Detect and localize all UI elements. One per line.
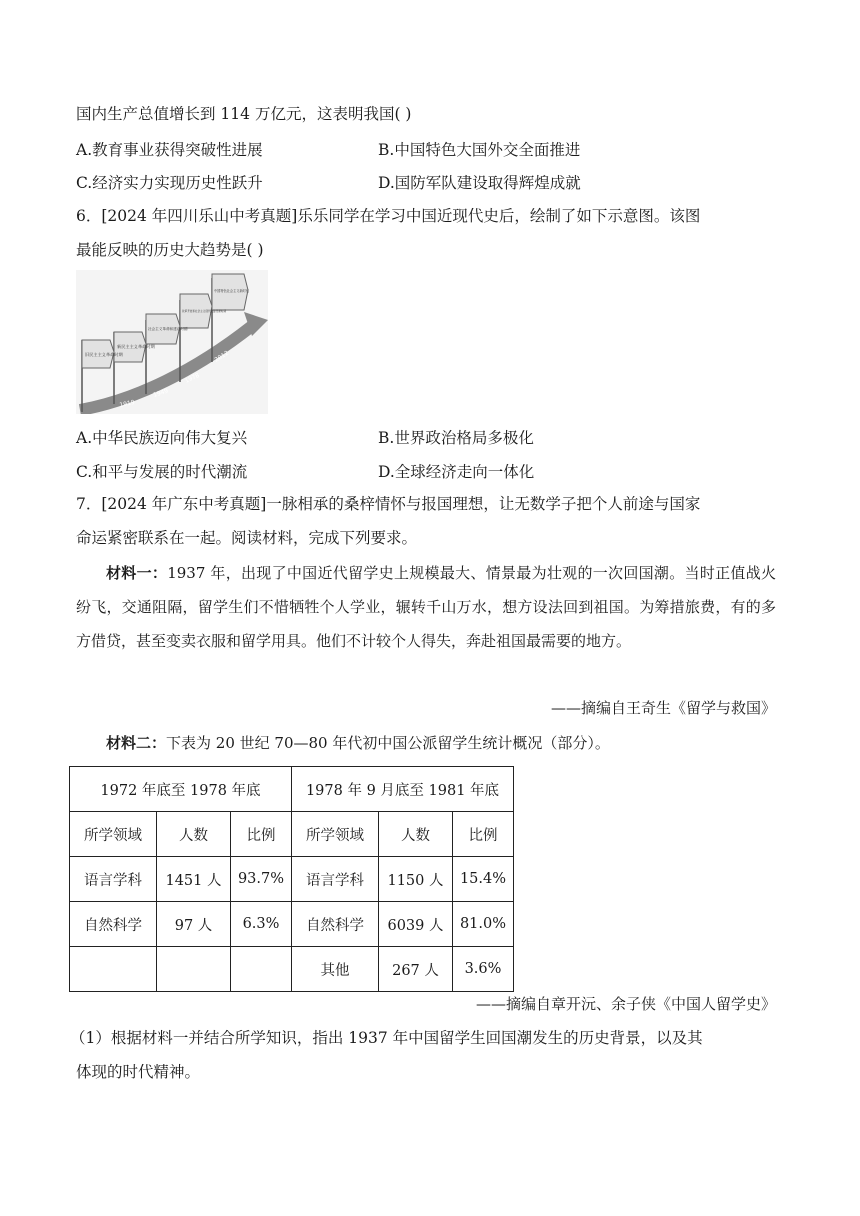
table-cell: 语言学科 <box>70 857 157 902</box>
table-cell <box>231 947 292 992</box>
table-cell <box>157 947 231 992</box>
q5-stem: 国内生产总值增长到 114 万亿元，这表明我国( ) <box>76 105 412 123</box>
table-row <box>70 857 514 902</box>
q7-sub1-line1: （1）根据材料一并结合所学知识，指出 1937 年中国留学生回国潮发生的历史背景，以及其 <box>70 1029 703 1047</box>
table-cell <box>70 947 157 992</box>
table-cell: 1150 人 <box>379 857 453 902</box>
table-cell: 3.6% <box>453 947 514 992</box>
table-row <box>70 767 514 812</box>
table-cell: 其他 <box>292 947 379 992</box>
table-cell: 267 人 <box>379 947 453 992</box>
q5-option-c[interactable]: C.经济实力实现历史性跃升 <box>76 174 263 192</box>
material-1-text: 1937 年，出现了中国近代留学史上规模最大、情景最为壮观的一次回国潮。当时正值战火纷飞，交通阻隔，留学生们不惜牺牲个人学业，辗转千山万水，想方设法回到祖国。为筹措旅费，有的多方借贷，甚至变卖衣服和留学用具。他们不计较个人得失，奔赴祖国最需要的地方。 <box>76 564 776 650</box>
table-row <box>70 902 514 947</box>
table-header-cell: 比例 <box>231 812 292 857</box>
history-stairs-diagram <box>76 270 268 414</box>
step-label-2: 新民主主义革命时期 <box>117 344 155 349</box>
material-2 <box>76 726 776 760</box>
table-cell: 93.7% <box>231 857 292 902</box>
material-2-label: 材料二： <box>106 734 167 752</box>
year-label-2: 1949 <box>152 387 170 399</box>
q7-sub1-line2: 体现的时代精神。 <box>76 1063 201 1081</box>
table-header-cell: 人数 <box>157 812 231 857</box>
table-header-cell: 人数 <box>379 812 453 857</box>
year-label-1: 1919 <box>118 398 136 409</box>
students-stats-table <box>69 766 514 992</box>
table-header-cell: 所学领域 <box>292 812 379 857</box>
material-1-source: ——摘编自王奇生《留学与救国》 <box>550 699 776 717</box>
table-header-cell: 比例 <box>453 812 514 857</box>
q6-option-d[interactable]: D.全球经济走向一体化 <box>378 463 535 481</box>
material-1 <box>76 556 776 658</box>
table-cell: 语言学科 <box>292 857 379 902</box>
q5-option-a[interactable]: A.教育事业获得突破性进展 <box>76 141 263 159</box>
q7-stem-line1: 7．[2024 年广东中考真题]一脉相承的桑梓情怀与报国理想，让无数学子把个人前途与国家 <box>76 495 701 513</box>
period-1-header: 1972 年底至 1978 年底 <box>70 767 292 812</box>
q6-stem-line1: 6．[2024 年四川乐山中考真题]乐乐同学在学习中国近现代史后，绘制了如下示意图。该图 <box>76 207 701 225</box>
q6-option-c[interactable]: C.和平与发展的时代潮流 <box>76 463 248 481</box>
step-label-1: 旧民主主义革命时期 <box>85 352 123 357</box>
q6-stem-line2: 最能反映的历史大趋势是( ) <box>76 241 264 259</box>
year-label-4: 2012 <box>213 349 231 364</box>
table-cell: 自然科学 <box>292 902 379 947</box>
table-cell: 81.0% <box>453 902 514 947</box>
step-label-4: 改革开放和社会主义现代化建设新时期 <box>182 310 227 313</box>
q7-stem-line2: 命运紧密联系在一起。阅读材料，完成下列要求。 <box>76 529 418 547</box>
table-row <box>70 947 514 992</box>
material-2-source: ——摘编自章开沅、余子侠《中国人留学史》 <box>475 995 776 1013</box>
table-row <box>70 812 514 857</box>
table-cell: 6.3% <box>231 902 292 947</box>
period-2-header: 1978 年 9 月底至 1981 年底 <box>292 767 514 812</box>
history-stairs-figure <box>76 270 268 414</box>
q5-option-b[interactable]: B.中国特色大国外交全面推进 <box>378 141 581 159</box>
material-1-label: 材料一： <box>106 564 168 582</box>
step-label-3: 社会主义革命和建设时期 <box>148 327 188 331</box>
year-label-3: 1978 <box>183 372 201 385</box>
material-2-text: 下表为 20 世纪 70—80 年代初中国公派留学生统计概况（部分）。 <box>166 734 610 752</box>
table-cell: 15.4% <box>453 857 514 902</box>
q5-option-d[interactable]: D.国防军队建设取得辉煌成就 <box>378 174 581 192</box>
step-label-5: 中国特色社会主义新时代 <box>214 289 250 293</box>
table-cell: 自然科学 <box>70 902 157 947</box>
table-cell: 6039 人 <box>379 902 453 947</box>
q6-option-a[interactable]: A.中华民族迈向伟大复兴 <box>76 429 248 447</box>
table-header-cell: 所学领域 <box>70 812 157 857</box>
table-cell: 97 人 <box>157 902 231 947</box>
table-cell: 1451 人 <box>157 857 231 902</box>
q6-option-b[interactable]: B.世界政治格局多极化 <box>378 429 534 447</box>
